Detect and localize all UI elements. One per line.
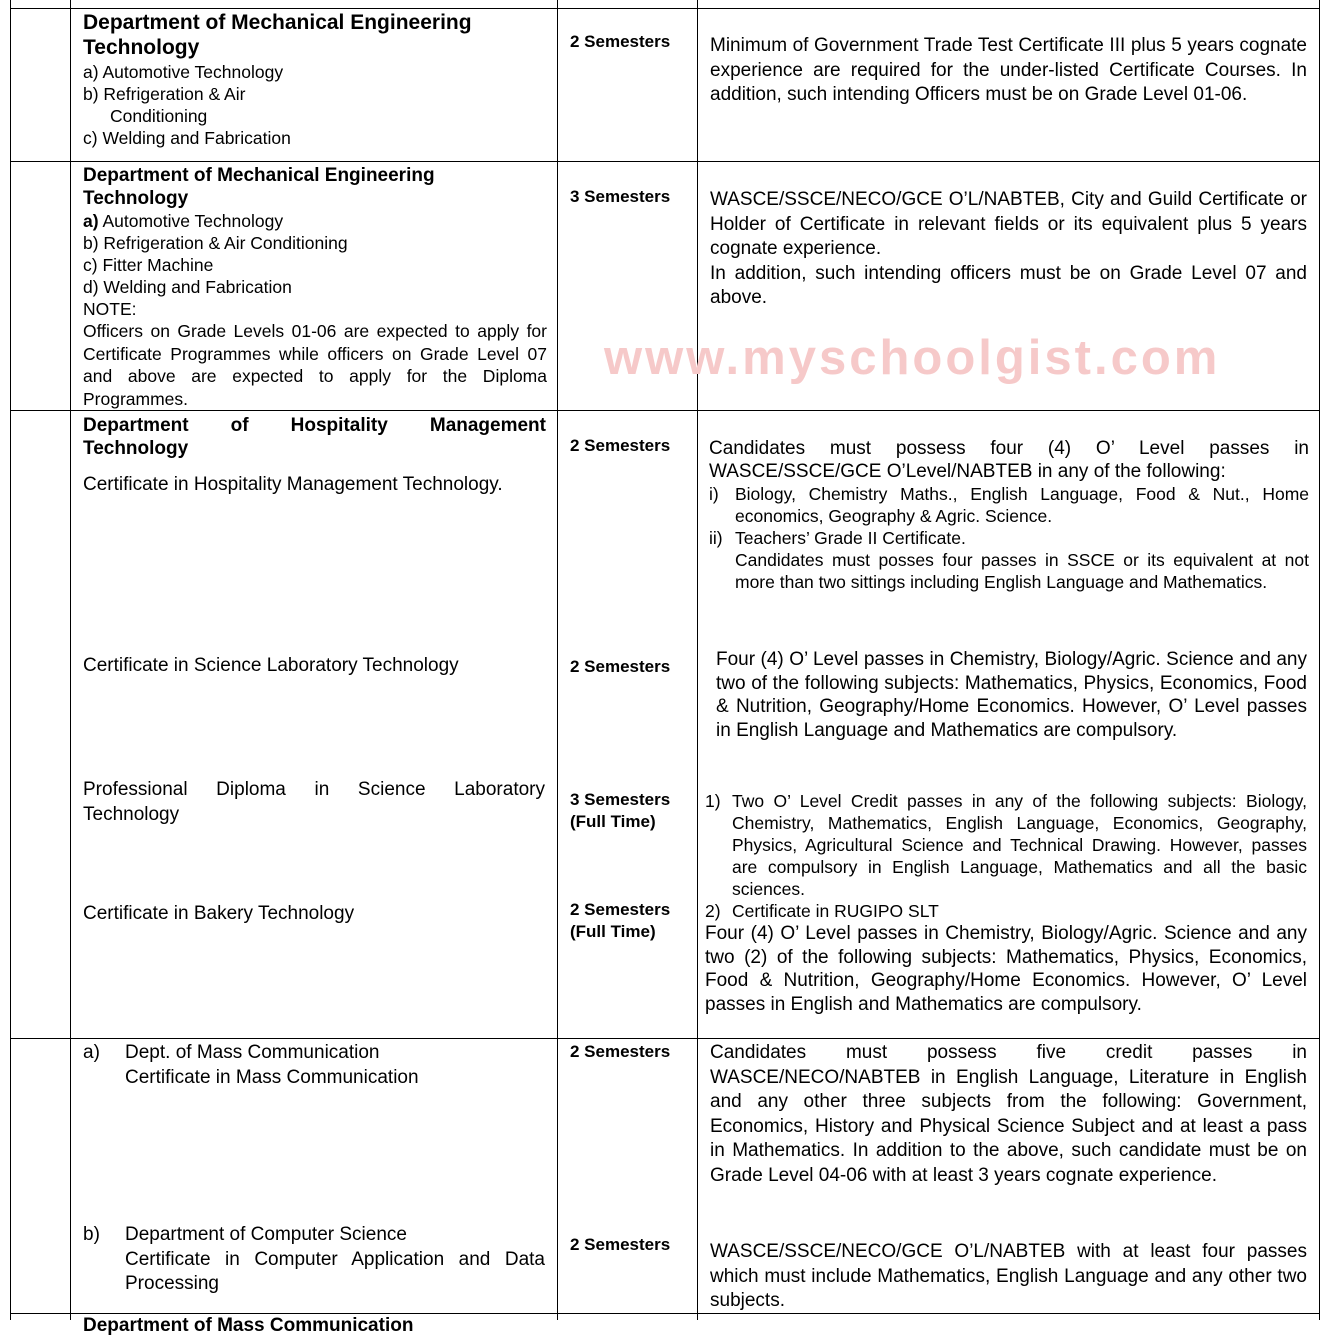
row1-department-title: Department of Mechanical Engineering Technology <box>83 11 472 59</box>
row4-a-label: a) <box>83 1042 100 1063</box>
row3-req-i <box>709 483 1309 527</box>
row3-pd-req-1-num: 1) <box>705 791 721 811</box>
row4-a-entry <box>83 1041 545 1090</box>
row2-item-a: Automotive Technology <box>98 211 284 231</box>
row3-pd-req-2-num: 2) <box>705 901 721 921</box>
row2-requirement <box>710 188 1307 311</box>
row2-duration: 3 Semesters <box>570 187 671 206</box>
row4-b-duration: 2 Semesters <box>570 1235 671 1254</box>
row2-item-a-prefix: a) <box>83 211 99 231</box>
row4-a-course-name: Certificate in Mass Communication <box>125 1066 419 1088</box>
row2-department-title: Department of Mechanical Engineering Technology <box>83 165 435 209</box>
row2-item: d) Welding and Fabrication <box>83 277 292 297</box>
row4-b-course-name: Certificate in Computer Application and Data Processing <box>125 1248 545 1294</box>
row3-slt-requirement: Four (4) O’ Level passes in Chemistry, Biology/Agric. Science and any two of the following subjects: Mathematics, Physics, Economics, Food & Nutrition, Geography/Home Economics. However, O’ Level passes in English Language and Mathematics are compulsory. <box>716 649 1307 741</box>
row2-item: b) Refrigeration & Air Conditioning <box>83 233 348 253</box>
table-border-left <box>10 0 11 1320</box>
row4-b-course <box>83 1223 545 1297</box>
row1-item: c) Welding and Fabrication <box>83 128 291 148</box>
row2-item <box>83 210 547 232</box>
row4-b-entry <box>83 1223 545 1297</box>
row1-item: b) Refrigeration & Air <box>83 84 246 104</box>
row3-bakery-duration-1: 2 Semesters <box>570 900 671 919</box>
row3-bakery-requirement: Four (4) O’ Level passes in Chemistry, Biology/Agric. Science and any two (2) of the following subjects: Mathematics, Physics, Economics, Food & Nutrition, Geography/Home Economics. However, O’ Level passes in English and Mathematics are compulsory. <box>705 923 1307 1015</box>
row3-slt-duration: 2 Semesters <box>570 657 671 676</box>
row4-a-course <box>83 1041 545 1090</box>
row4-b-department: Department of Computer Science <box>125 1224 407 1245</box>
row2-requirement-1: WASCE/SSCE/NECO/GCE O’L/NABTEB, City and Guild Certificate or Holder of Certificate in relevant fields or its equivalent plus 5 years cognate experience. <box>710 189 1307 259</box>
row2-item: c) Fitter Machine <box>83 255 214 275</box>
row-divider <box>10 410 1320 411</box>
row3-req-intro: Candidates must possess four (4) O’ Level passes in WASCE/SSCE/GCE O’Level/NABTEB in any of the following: <box>709 438 1309 482</box>
row3-pd-duration <box>570 789 670 833</box>
column-divider-1 <box>70 0 71 1320</box>
row4-b-requirement: WASCE/SSCE/NECO/GCE O’L/NABTEB with at least four passes which must include Mathematics, English Language and any other two subjects. <box>710 1241 1307 1311</box>
row4-a-requirement: Candidates must possess five credit passes in WASCE/NECO/NABTEB in English Language, Literature in English and any other three subjects from the following: Government, Economics, History and Physical Science Subject and at least a pass in Mathematics. In addition to the above, such candidate must be on Grade Level 04-06 with at least 3 years cognate experience. <box>710 1042 1307 1186</box>
row3-pd-duration-2: (Full Time) <box>570 812 656 831</box>
watermark: www.myschoolgist.com <box>604 331 1221 385</box>
row4-a-duration: 2 Semesters <box>570 1042 671 1061</box>
table-border-right <box>1319 0 1320 1320</box>
row3-slt-course: Certificate in Science Laboratory Technology <box>83 655 459 676</box>
row1-requirement: Minimum of Government Trade Test Certificate III plus 5 years cognate experience are required for the under-listed Certificate Courses. In addition, such intending Officers must be on Grade Level 01-06. <box>710 35 1307 105</box>
row2-note-label: NOTE: <box>83 299 137 319</box>
row3-pd-req-1-text: Two O’ Level Credit passes in any of the following subjects: Biology, Chemistry, Mathematics, English Language, Economics, Geography, Physics, Agricultural Science and Technical Drawing. However, passes are compulsory in English Language, Mathematics and all the basic sciences. <box>732 791 1307 899</box>
row-divider <box>10 161 1320 162</box>
row-divider <box>10 8 1320 9</box>
row3-bakery-duration <box>570 899 670 943</box>
row3-course: Certificate in Hospitality Management Technology. <box>83 474 503 495</box>
row5-department-title: Department of Mass Communication <box>83 1315 414 1336</box>
column-divider-3 <box>697 0 698 1320</box>
row3-req-ii-text: Teachers’ Grade II Certificate. <box>735 528 966 548</box>
row3-pd-req-2-text: Certificate in RUGIPO SLT <box>732 901 939 921</box>
row2-note: Officers on Grade Levels 01-06 are expected to apply for Certificate Programmes while officers on Grade Level 07 and above are expected to apply for the Diploma Programmes. <box>83 321 547 409</box>
row3-department-title: Department of Hospitality Management Technology <box>83 415 546 459</box>
row3-course-cell <box>83 414 546 498</box>
row4-a-department: Dept. of Mass Communication <box>125 1042 380 1063</box>
column-divider-2 <box>557 0 558 1320</box>
row4-b-text <box>125 1223 545 1297</box>
row4-a-text <box>125 1041 545 1090</box>
row-divider <box>10 1038 1320 1039</box>
row1-item: a) Automotive Technology <box>83 62 284 82</box>
row2-requirement-2: In addition, such intending officers must be on Grade Level 07 and above. <box>710 262 1307 308</box>
row1-course-cell <box>83 10 545 149</box>
row3-req-ii-num: ii) <box>709 528 723 548</box>
row4-b-label: b) <box>83 1224 100 1245</box>
row3-pd-duration-1: 3 Semesters <box>570 790 671 809</box>
row3-req-i-num: i) <box>709 484 719 504</box>
row3-req-i-text: Biology, Chemistry Maths., English Language, Food & Nut., Home economics, Geography & Agric. Science. <box>735 484 1309 526</box>
row1-duration: 2 Semesters <box>570 32 671 51</box>
row3-req-ii <box>709 527 1309 549</box>
row3-pd-course: Professional Diploma in Science Laboratory Technology <box>83 779 545 825</box>
row3-pd-req-1 <box>705 790 1307 900</box>
row3-pd-req-2 <box>705 900 1307 922</box>
row3-requirement <box>709 437 1309 593</box>
row3-duration: 2 Semesters <box>570 436 671 455</box>
row3-req-ii-more: Candidates must posses four passes in SSCE or its equivalent at not more than two sittings including English Language and Mathematics. <box>735 550 1309 592</box>
row3-bakery-course: Certificate in Bakery Technology <box>83 903 355 924</box>
row3-bakery-duration-2: (Full Time) <box>570 922 656 941</box>
row3-pd-requirement <box>705 790 1307 1016</box>
row1-item: Conditioning <box>110 106 208 126</box>
row2-course-cell <box>83 164 547 410</box>
